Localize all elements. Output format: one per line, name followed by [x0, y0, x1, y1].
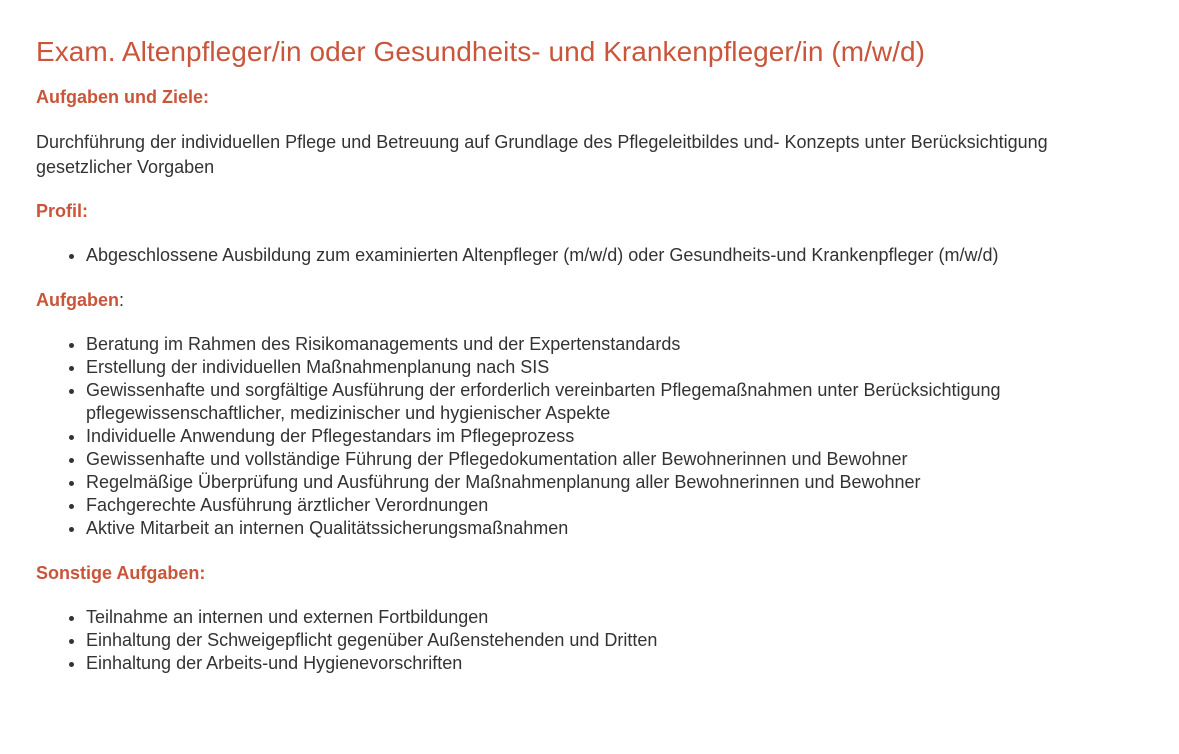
list-item: • Erstellung der individuellen Maßnahmenplanung nach SIS: [86, 356, 1146, 379]
section-heading-profil: Profil:: [36, 201, 88, 221]
list-item: • Gewissenhafte und sorgfältige Ausführung der erforderlich vereinbarten Pflegemaßnahmen unter Berücksichtigung pflegewissenschaftlicher, medizinischer und hygienischer Aspekte: [86, 379, 1146, 425]
section-heading-aufgaben-label: Aufgaben: [36, 290, 119, 310]
sonstige-list: [36, 606, 1146, 675]
section-heading-aufgaben: [36, 289, 1146, 311]
list-item: • Regelmäßige Überprüfung und Ausführung der Maßnahmenplanung aller Bewohnerinnen und Bewohner: [86, 471, 1146, 494]
list-item: • Fachgerechte Ausführung ärztlicher Verordnungen: [86, 494, 1146, 517]
aufgaben-list: [36, 333, 1146, 540]
list-item: • Einhaltung der Arbeits-und Hygienevorschriften: [86, 652, 1146, 675]
list-item: • Aktive Mitarbeit an internen Qualitätssicherungsmaßnahmen: [86, 517, 1146, 540]
list-item: • Einhaltung der Schweigepflicht gegenüber Außenstehenden und Dritten: [86, 629, 1146, 652]
list-item: • Teilnahme an internen und externen Fortbildungen: [86, 606, 1146, 629]
list-item: • Beratung im Rahmen des Risikomanagements und der Expertenstandards: [86, 333, 1146, 356]
section-heading-aufgaben-und-ziele: Aufgaben und Ziele:: [36, 87, 209, 107]
list-item: • Individuelle Anwendung der Pflegestandars im Pflegeprozess: [86, 425, 1146, 448]
list-item: • Gewissenhafte und vollständige Führung der Pflegedokumentation aller Bewohnerinnen und Bewohner: [86, 448, 1146, 471]
list-item: • Abgeschlossene Ausbildung zum examinierten Altenpfleger (m/w/d) oder Gesundheits-und Krankenpfleger (m/w/d): [86, 244, 1146, 267]
section-heading-sonstige-aufgaben: Sonstige Aufgaben:: [36, 563, 206, 583]
goals-paragraph: Durchführung der individuellen Pflege und Betreuung auf Grundlage des Pflegeleitbildes und- Konzepts unter Berücksichtigung gesetzlicher Vorgaben: [36, 132, 1048, 177]
profil-list: [36, 244, 1146, 267]
job-title: Exam. Altenpfleger/in oder Gesundheits- und Krankenpfleger/in (m/w/d): [36, 36, 926, 67]
section-heading-aufgaben-colon: :: [119, 290, 125, 310]
